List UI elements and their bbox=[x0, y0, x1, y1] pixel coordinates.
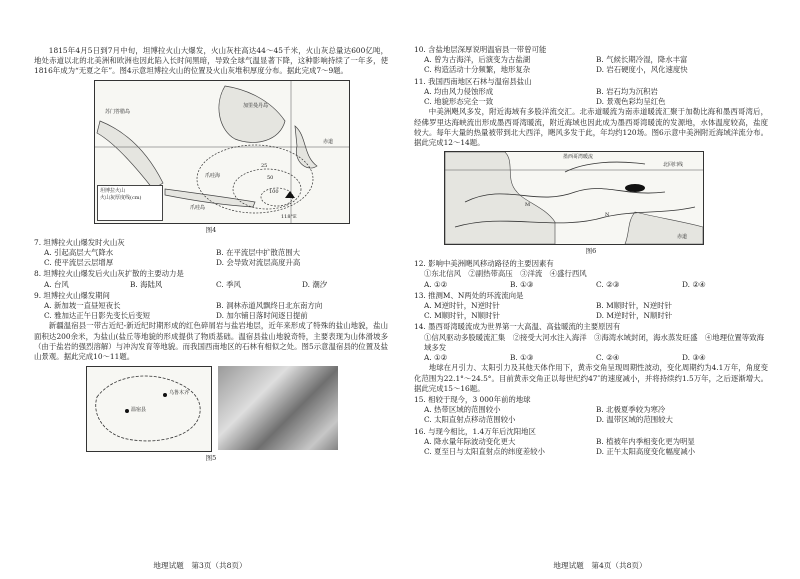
q10-option-b: B. 气候长期冷湿，降水丰富 bbox=[596, 55, 688, 65]
q14-option-b: B. ①③ bbox=[510, 353, 534, 363]
q14-option-a: A. ①② bbox=[424, 353, 448, 363]
intro-obliquity: 地球在月引力、太阳引力及其他天体作用下，黄赤交角呈现周期性波动，变化周期约为4.1万年，角度变化范围为22.1°～24.5°。目前黄赤交角正以每世纪约47″的速度减小，并将持续约1.5万年，之后逐渐增大。据此完成15～16题。 bbox=[414, 363, 768, 393]
q10-option-d: D. 岩石硬度小，风化速度快 bbox=[596, 65, 688, 75]
q7-option-d: D. 会导致对流层高度升高 bbox=[216, 258, 301, 268]
q14-stem: 14. 墨西哥湾暖流成为世界第一大高温、高盐暖流的主要原因有 bbox=[414, 322, 621, 332]
gulf-stream-line bbox=[565, 162, 645, 172]
question-13 bbox=[414, 291, 768, 322]
figure-5 bbox=[86, 366, 388, 452]
label-java-sea: 爪哇海 bbox=[205, 172, 221, 179]
question-11 bbox=[414, 77, 768, 108]
q8-option-d: D. 潮汐 bbox=[302, 279, 328, 289]
q15-stem: 15. 相较于现今，3 000年前的地球 bbox=[414, 395, 531, 404]
q8-option-a: A. 台风 bbox=[44, 279, 69, 289]
figure-5-caption: 图5 bbox=[205, 454, 217, 463]
label-118e: 118°E bbox=[281, 213, 297, 220]
question-12 bbox=[414, 259, 768, 290]
q16-option-d: D. 正午太阳高度变化幅度减小 bbox=[596, 447, 696, 457]
label-borneo: 加里曼丹岛 bbox=[243, 102, 269, 109]
question-16 bbox=[414, 427, 768, 458]
salt-mountain-photo bbox=[218, 366, 338, 450]
figure-4-caption: 图4 bbox=[205, 225, 217, 234]
q8-option-b: B. 海陆风 bbox=[130, 279, 163, 289]
question-15 bbox=[414, 395, 768, 426]
figure-4-map bbox=[94, 80, 350, 224]
label-equator: 赤道 bbox=[323, 138, 334, 145]
q16-stem: 16. 与现今相比，1.4万年后沈阳地区 bbox=[414, 426, 536, 436]
q13-option-a: A. M逆时针，N逆时针 bbox=[424, 301, 500, 311]
urumqi-dot bbox=[163, 393, 167, 397]
legend-isopach: 火山灰厚度线(cm) bbox=[100, 194, 142, 201]
q9-stem: 9. 坦博拉火山爆发期间 bbox=[34, 290, 110, 300]
label-gulf-stream: 墨西哥湾暖流 bbox=[563, 154, 594, 161]
q10-stem: 10. 含盐地层深厚说明温宿县一带曾可能 bbox=[414, 45, 547, 54]
central-america-land bbox=[445, 152, 555, 244]
contour-100: 100 bbox=[269, 188, 279, 195]
right-footer: 地理试题 第4页（共8页） bbox=[553, 560, 647, 570]
question-7 bbox=[34, 238, 388, 269]
intro-gulf-stream: 中美洲飓风多发，附近海域有多股洋流交汇。北赤道暖流为南赤道暖流汇聚于加勒比海和墨西哥湾后，经佛罗里达海峡流出形成墨西哥湾暖流，附近海域也因此成为墨西哥湾暖流的发源地，水体温度较高，盐度较大。每年大量的热量被带到北大西洋，飓风多发于此，年均约120场。图6示意中美洲附近海域洋流分布。据此完成12～14题。 bbox=[414, 107, 768, 147]
q12-option-c: C. ②③ bbox=[596, 279, 620, 289]
q13-option-d: D. M逆时针，N顺时针 bbox=[596, 311, 673, 321]
question-10 bbox=[414, 45, 768, 76]
q14-option-c: C. ②④ bbox=[596, 353, 620, 363]
q16-option-a: A. 降水量年际波动变化更大 bbox=[424, 436, 516, 446]
intro-salt-mountain: 新疆温宿县一带古近纪-新近纪时期形成的红色碎屑岩与盐岩地层，近年来形成了特殊的盐山地貌，盐山面积达200余米，为盐山(盐丘等地貌的形成提供了物质基础。温宿县盐山地貌奇特，主要表现为山体滑坡多（由于盐岩的强烈溶解）与冲沟发育等地貌。而我国西南地区的石林有相似之处。图5示意温宿县的位置及盐山景观。据此完成10～11题。 bbox=[34, 321, 388, 362]
q7-stem: 7. 坦博拉火山爆发时火山灰 bbox=[34, 237, 125, 247]
volcano-marker bbox=[285, 191, 295, 198]
sumatra-shape bbox=[97, 121, 163, 189]
q11-option-c: C. 地貌形态完全一致 bbox=[424, 97, 494, 107]
q12-option-b: B. ①③ bbox=[510, 279, 534, 289]
q11-option-d: D. 景观色彩均呈红色 bbox=[596, 97, 666, 107]
q10-option-c: C. 构造活动十分频繁，地形复杂 bbox=[424, 65, 531, 75]
q13-option-c: C. M顺时针，N顺时针 bbox=[424, 311, 500, 321]
figure-6-map bbox=[444, 151, 704, 245]
q11-option-a: A. 均由风力侵蚀形成 bbox=[424, 86, 494, 96]
q9-option-a: A. 新加坡一直昼短夜长 bbox=[44, 300, 121, 310]
question-9 bbox=[34, 291, 388, 322]
contour-50: 50 bbox=[267, 174, 274, 181]
label-wensu: 温宿县 bbox=[131, 407, 147, 414]
figure-6-caption: 图6 bbox=[585, 247, 597, 256]
q13-option-b: B. M顺时针，N逆时针 bbox=[596, 301, 672, 311]
q15-option-b: B. 北极夏季较为寒冷 bbox=[596, 405, 666, 415]
wensu-dot bbox=[125, 409, 129, 413]
xinjiang-border bbox=[96, 376, 200, 441]
java-shape bbox=[165, 189, 255, 207]
q13-stem: 13. 推测M、N两处的环流流向是 bbox=[414, 290, 524, 300]
q12-option-d: D. ②④ bbox=[682, 279, 706, 289]
q8-option-c: C. 季风 bbox=[216, 279, 241, 289]
label-n: N bbox=[605, 212, 610, 219]
map-legend bbox=[97, 185, 163, 221]
label-java: 爪哇岛 bbox=[190, 204, 206, 211]
q11-option-b: B. 岩石均为沉积岩 bbox=[596, 86, 658, 96]
borneo-shape bbox=[219, 86, 285, 142]
q9-option-d: D. 加尔铺日落时间逐日提前 bbox=[216, 311, 308, 321]
q9-option-b: B. 洞林赤道风飘终日北东南方向 bbox=[216, 300, 323, 310]
question-8 bbox=[34, 269, 388, 289]
q7-option-a: A. 引起高层大气降水 bbox=[44, 247, 114, 257]
label-equator-6: 赤道 bbox=[677, 234, 688, 241]
caribbean-islands bbox=[625, 184, 645, 192]
left-footer: 地理试题 第3页（共8页） bbox=[153, 560, 247, 570]
question-14 bbox=[414, 322, 768, 363]
q12-stem: 12. 影响中美洲飓风移动路径的主要因素有 bbox=[414, 259, 554, 269]
right-page bbox=[400, 0, 800, 579]
q9-option-c: C. 雅加达正午日影先变长后变短 bbox=[44, 311, 151, 321]
legend-volcano: 坦博拉火山 bbox=[100, 187, 126, 194]
q8-stem: 8. 坦博拉火山爆发后火山灰扩散的主要动力是 bbox=[34, 269, 184, 279]
label-sumatra: 苏门答腊岛 bbox=[105, 108, 131, 115]
q11-stem: 11. 我国西南地区石林与温宿县盐山 bbox=[414, 76, 532, 86]
q10-option-a: A. 曾为古海洋，后演变为古盐湖 bbox=[424, 55, 531, 65]
q15-option-d: D. 温带区域的范围较大 bbox=[596, 415, 673, 425]
south-america-land bbox=[625, 212, 703, 244]
label-m: M bbox=[525, 202, 531, 209]
q15-option-a: A. 热带区域的范围较小 bbox=[424, 405, 501, 415]
q16-option-b: B. 植被年内季相变化更为明显 bbox=[596, 436, 695, 446]
q15-option-c: C. 太阳直射点移动范围较小 bbox=[424, 415, 516, 425]
label-urumqi: 乌鲁木齐 bbox=[169, 390, 190, 397]
q12-items: ①东北信风 ②副热带高压 ③洋流 ④盛行西风 bbox=[424, 269, 587, 279]
q14-items: ①信风驱动多股暖流汇集 ②接受大河水注入海洋 ③海湾水域封闭，海水蒸发旺盛 ④地理位置等致海域多发 bbox=[424, 332, 764, 352]
q7-option-b: B. 在平流层中扩散范围大 bbox=[216, 247, 301, 257]
q12-option-a: A. ①② bbox=[424, 279, 448, 289]
contour-25: 25 bbox=[261, 162, 268, 169]
q7-option-c: C. 使平流层云层增厚 bbox=[44, 258, 114, 268]
intro-tambora: 1815年4月5日到7月中旬，坦博拉火山大爆发，火山灰柱高达44～45千米，火山灰总量达600亿吨，地处赤道以北的北美洲和欧洲也因此陷入长时间黑暗，导致全球气温显著下降，这种影响持续了一年多，使1816年成为“无夏之年”。图4示意坦博拉火山的位置及火山灰堆积厚度分布。据此完成7～9题。 bbox=[34, 46, 388, 76]
q14-option-d: D. ③④ bbox=[682, 353, 706, 363]
label-tropic: 北回归线 bbox=[663, 162, 684, 169]
xinjiang-map bbox=[86, 366, 212, 452]
q16-option-c: C. 夏至日与太阳直射点的纬度差较小 bbox=[424, 447, 545, 457]
